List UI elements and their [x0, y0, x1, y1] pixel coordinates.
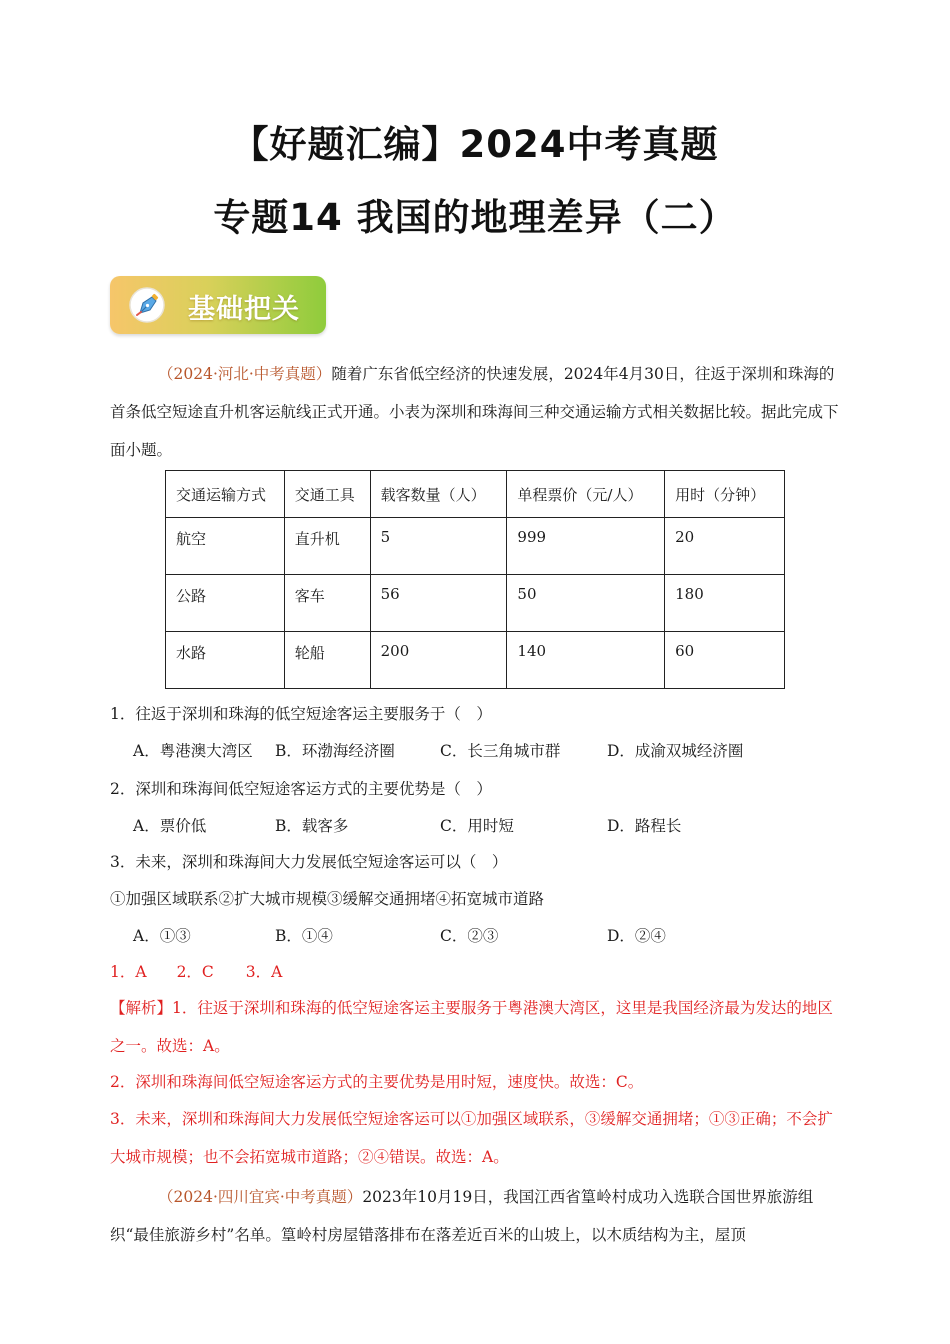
table-header-cell: 交通工具: [284, 471, 370, 518]
table-row: [166, 575, 785, 632]
option-b[interactable]: B．①④: [275, 927, 333, 945]
explanation-1: [110, 989, 845, 1065]
question-substem: ①加强区域联系②扩大城市规模③缓解交通拥堵④拓宽城市道路: [110, 890, 545, 908]
question-source: （2024·四川宜宾·中考真题）: [158, 1188, 363, 1206]
table-cell: 180: [665, 575, 785, 632]
table-header-cell: 用时（分钟）: [665, 471, 785, 518]
question-stem: 3．未来，深圳和珠海间大力发展低空短途客运可以（ ）: [110, 853, 508, 871]
table-cell: 999: [507, 518, 665, 575]
option-a[interactable]: A．票价低: [133, 817, 207, 835]
question-stem: 2．深圳和珠海间低空短途客运方式的主要优势是（ ）: [110, 780, 492, 798]
explanation-tag: 【解析】: [110, 999, 173, 1017]
table-cell: 60: [665, 632, 785, 689]
option-d[interactable]: D．②④: [607, 927, 666, 945]
table-cell: 直升机: [284, 518, 370, 575]
intro-text: 2023年10月19日，我国江西省篁岭村成功入选联合国世界旅游组织“最佳旅游乡村”名单。篁岭村房屋错落排布在落差近百米的山坡上，以木质结构为主，屋顶: [110, 1188, 814, 1244]
table-cell: 20: [665, 518, 785, 575]
option-a[interactable]: A．①③: [133, 927, 191, 945]
option-d[interactable]: D．成渝双城经济圈: [607, 742, 744, 760]
badge-label: 基础把关: [188, 294, 300, 325]
option-a[interactable]: A．粤港澳大湾区: [133, 742, 253, 760]
answer-key: [110, 960, 282, 982]
option-d[interactable]: D．路程长: [607, 817, 682, 835]
option-b[interactable]: B．环渤海经济圈: [275, 742, 395, 760]
explanation-2: 2．深圳和珠海间低空短途客运方式的主要优势是用时短，速度快。故选：C。: [110, 1073, 644, 1091]
intro-text: 随着广东省低空经济的快速发展，2024年4月30日，往返于深圳和珠海的首条低空短途直升机客运航线正式开通。小表为深圳和珠海间三种交通运输方式相关数据比较。据此完成下面小题。: [110, 365, 839, 459]
answer-3: 3．A: [245, 963, 283, 981]
table-cell: 轮船: [284, 632, 370, 689]
table-cell: 140: [507, 632, 665, 689]
answer-1: 1．A: [110, 963, 147, 981]
option-b[interactable]: B．载客多: [275, 817, 349, 835]
table-cell: 客车: [284, 575, 370, 632]
table-header-cell: 载客数量（人）: [370, 471, 507, 518]
answer-2: 2．C: [176, 963, 214, 981]
table-row: [166, 632, 785, 689]
explanation-text: 1．往返于深圳和珠海的低空短途客运主要服务于粤港澳大湾区，这里是我国经济最为发达的地区之一。故选：A。: [110, 999, 833, 1055]
option-c[interactable]: C．②③: [440, 927, 499, 945]
transport-table: [165, 470, 785, 689]
table-cell: 5: [370, 518, 507, 575]
option-c[interactable]: C．用时短: [440, 817, 514, 835]
table-cell: 航空: [166, 518, 285, 575]
question-intro-2: [110, 1178, 840, 1254]
table-header-row: [166, 471, 785, 518]
question-intro: [110, 355, 840, 469]
explanation-3: 3．未来，深圳和珠海间大力发展低空短途客运可以①加强区域联系，③缓解交通拥堵；①③正确；不会扩大城市规模；也不会拓宽城市道路；②④错误。故选：A。: [110, 1110, 833, 1166]
table-cell: 50: [507, 575, 665, 632]
table-cell: 56: [370, 575, 507, 632]
table-cell: 200: [370, 632, 507, 689]
table-header-cell: 单程票价（元/人）: [507, 471, 665, 518]
pen-nib-icon: [128, 286, 166, 324]
table-header-cell: 交通运输方式: [166, 471, 285, 518]
page-subtitle: 专题14 我国的地理差异（二）: [213, 196, 737, 239]
table-cell: 公路: [166, 575, 285, 632]
option-c[interactable]: C．长三角城市群: [440, 742, 561, 760]
question-source: （2024·河北·中考真题）: [158, 365, 332, 383]
table-row: [166, 518, 785, 575]
page-title: 【好题汇编】2024中考真题: [231, 123, 719, 166]
table-cell: 水路: [166, 632, 285, 689]
question-stem: 1．往返于深圳和珠海的低空短途客运主要服务于（ ）: [110, 705, 492, 723]
section-badge: [110, 276, 326, 334]
